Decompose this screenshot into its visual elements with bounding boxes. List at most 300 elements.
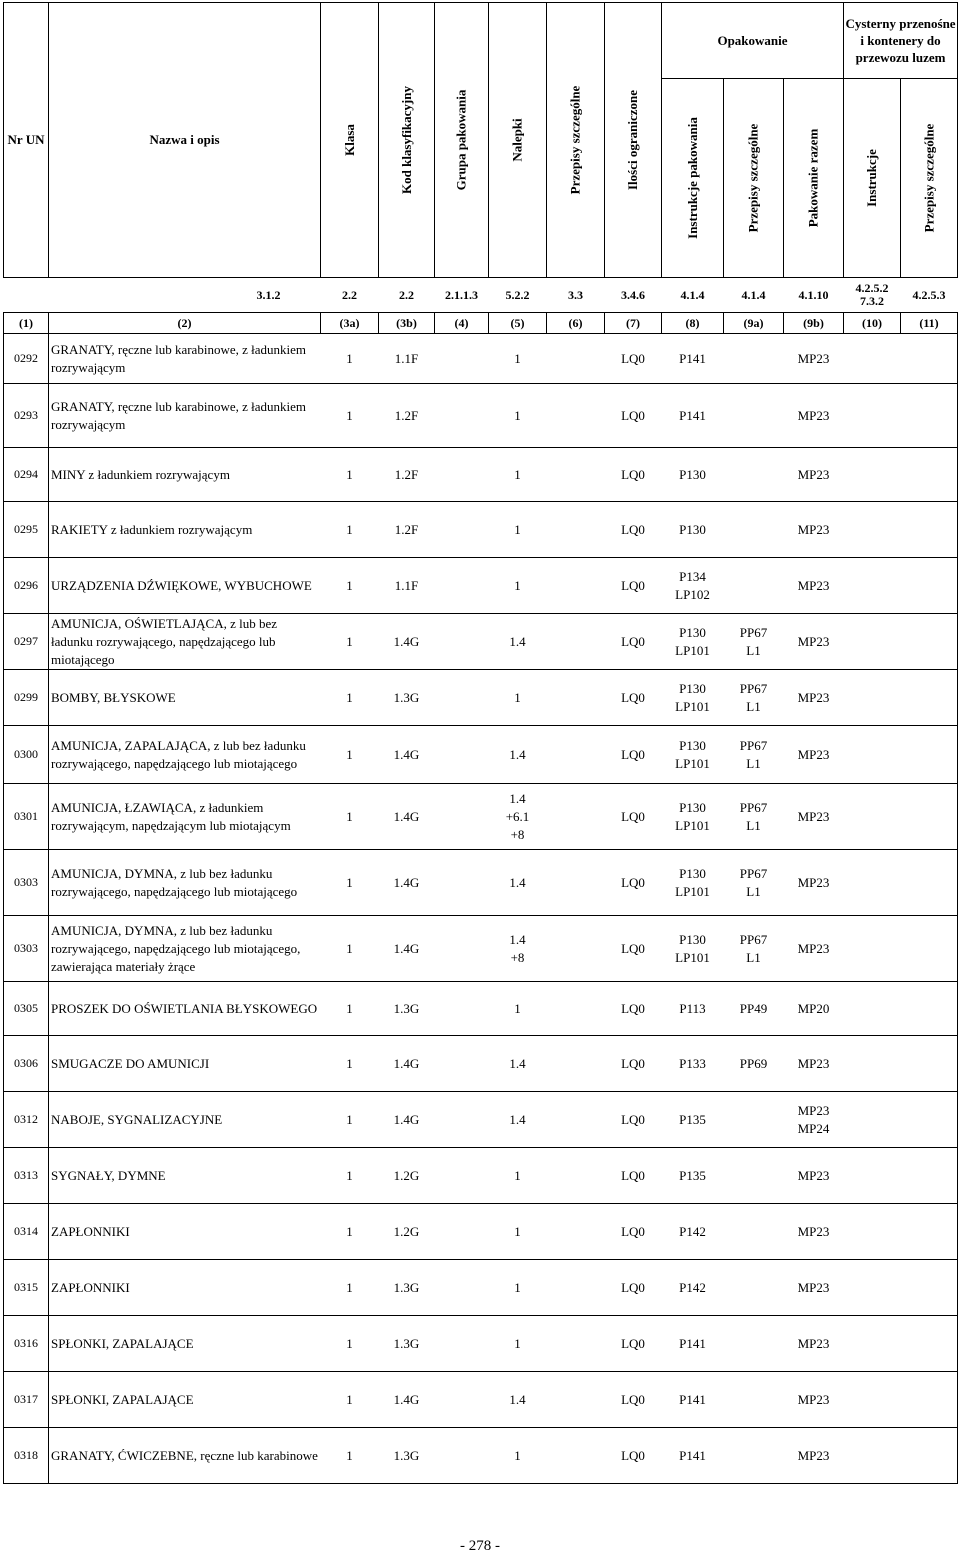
cell-nalepki <box>489 1036 547 1092</box>
cell-un-number: 0312 <box>4 1092 49 1148</box>
cell-klasa: 1 <box>346 808 353 824</box>
cell-ilosci: LQ0 <box>621 521 645 537</box>
cell-pakowanie-razem <box>784 916 844 982</box>
cell-instrukcje <box>844 916 901 982</box>
page-number: - 278 - <box>460 1538 500 1554</box>
cell-line: 1.4 <box>509 790 526 806</box>
cell-ilosci: LQ0 <box>621 1055 645 1071</box>
cell-line: MP23 <box>797 1055 830 1071</box>
cell-instrukcje <box>844 982 901 1036</box>
cell-line: P135 <box>679 1167 706 1183</box>
ref-grupa: 2.1.1.3 <box>445 287 478 302</box>
cell-grupa <box>435 384 489 448</box>
cell-nalepki <box>489 1092 547 1148</box>
cell-name: SPŁONKI, ZAPALAJĄCE <box>51 1335 194 1351</box>
cell-instrukcje-pakowania <box>662 1036 724 1092</box>
cell-przepisy <box>547 558 605 614</box>
cell-line: P113 <box>679 1000 706 1016</box>
column-number: (3a) <box>321 313 379 334</box>
cell-nalepki <box>489 558 547 614</box>
cell-przepisy <box>547 1036 605 1092</box>
cell-pakowanie-razem <box>784 1372 844 1428</box>
cell-line: P133 <box>679 1055 706 1071</box>
cell-przepisy <box>547 1204 605 1260</box>
cell-instrukcje <box>844 1148 901 1204</box>
cell-line: MP23 <box>797 874 830 890</box>
cell-instrukcje <box>844 384 901 448</box>
cell-instrukcje-pakowania <box>662 614 724 670</box>
ref-instrukcje-b: 7.3.2 <box>860 294 885 308</box>
cell-line: P130 <box>679 931 706 947</box>
cell-przepisy-pak <box>724 670 784 726</box>
cell-line: P130 <box>679 680 706 696</box>
cell-instrukcje-pakowania <box>662 1316 724 1372</box>
column-number-row <box>4 313 958 334</box>
reference-row <box>4 278 958 313</box>
cell-name: GRANATY, ĆWICZEBNE, ręczne lub karabinowe <box>51 1447 318 1463</box>
cell-pakowanie-razem <box>784 1092 844 1148</box>
cell-przepisy-pak <box>724 850 784 916</box>
cell-line: PP67 <box>739 865 768 881</box>
header-przepisy-pak <box>724 79 784 278</box>
cell-grupa <box>435 784 489 850</box>
cell-line: 1 <box>514 689 521 705</box>
cell-klasa: 1 <box>346 1167 353 1183</box>
cell-line: P141 <box>679 350 706 366</box>
cell-line: MP23 <box>797 407 830 423</box>
column-number: (3b) <box>379 313 435 334</box>
cell-line: PP67 <box>739 931 768 947</box>
cell-name: AMUNICJA, DYMNA, z lub bez ładunku rozrywającego, napędzającego lub miotającego, zawierająca materiały żrące <box>51 922 301 974</box>
cell-line: L1 <box>746 698 761 714</box>
cell-przepisy-pak <box>724 1260 784 1316</box>
cell-ilosci: LQ0 <box>621 350 645 366</box>
cell-przepisy-pak <box>724 784 784 850</box>
cell-instrukcje-pakowania <box>662 1092 724 1148</box>
cell-przepisy-cyst <box>901 1372 958 1428</box>
cell-kod: 1.3G <box>393 689 420 705</box>
cell-line: 1 <box>514 1223 521 1239</box>
cell-kod: 1.3G <box>393 1279 420 1295</box>
cell-un-number: 0294 <box>4 448 49 502</box>
table-row <box>4 1372 958 1428</box>
cell-instrukcje <box>844 1316 901 1372</box>
header-instrukcje-pakowania-label: Instrukcje pakowania <box>684 117 700 239</box>
cell-name: NABOJE, SYGNALIZACYJNE <box>51 1111 223 1127</box>
cell-line: MP23 <box>797 746 830 762</box>
cell-klasa: 1 <box>346 746 353 762</box>
header-nalepki-label: Nalepki <box>509 118 525 162</box>
cell-instrukcje-pakowania <box>662 784 724 850</box>
cell-pakowanie-razem <box>784 784 844 850</box>
cell-un-number: 0313 <box>4 1148 49 1204</box>
cell-instrukcje <box>844 1204 901 1260</box>
cell-przepisy <box>547 726 605 784</box>
cell-instrukcje <box>844 1260 901 1316</box>
cell-klasa: 1 <box>346 1447 353 1463</box>
cell-pakowanie-razem <box>784 502 844 558</box>
cell-przepisy-cyst <box>901 1260 958 1316</box>
cell-przepisy-cyst <box>901 784 958 850</box>
cell-line: P130 <box>679 521 706 537</box>
header-klasa-label: Klasa <box>341 124 357 156</box>
cell-klasa: 1 <box>346 466 353 482</box>
header-przepisy <box>547 3 605 278</box>
cell-przepisy <box>547 614 605 670</box>
cell-klasa: 1 <box>346 350 353 366</box>
cell-klasa: 1 <box>346 407 353 423</box>
cell-przepisy-pak <box>724 448 784 502</box>
ref-przepisy: 3.3 <box>568 287 583 302</box>
cell-przepisy-pak <box>724 916 784 982</box>
column-number: (11) <box>901 313 958 334</box>
cell-instrukcje-pakowania <box>662 916 724 982</box>
cell-instrukcje <box>844 670 901 726</box>
cell-instrukcje-pakowania <box>662 982 724 1036</box>
cell-przepisy <box>547 1092 605 1148</box>
cell-nalepki <box>489 916 547 982</box>
cell-line: MP23 <box>797 633 830 649</box>
cell-line: P141 <box>679 1335 706 1351</box>
cell-kod: 1.4G <box>393 1055 420 1071</box>
cell-ilosci: LQ0 <box>621 1447 645 1463</box>
cell-klasa: 1 <box>346 1391 353 1407</box>
cell-instrukcje <box>844 1372 901 1428</box>
cell-name: SMUGACZE DO AMUNICJI <box>51 1055 210 1071</box>
cell-przepisy-pak <box>724 1092 784 1148</box>
cell-przepisy <box>547 334 605 384</box>
ref-klasa: 2.2 <box>342 287 357 302</box>
cell-pakowanie-razem <box>784 1036 844 1092</box>
cell-przepisy-pak <box>724 502 784 558</box>
cell-un-number: 0303 <box>4 916 49 982</box>
cell-kod: 1.4G <box>393 1391 420 1407</box>
cell-instrukcje <box>844 1428 901 1484</box>
cell-line: 1 <box>514 350 521 366</box>
cell-line: 1 <box>514 1167 521 1183</box>
cell-nalepki <box>489 670 547 726</box>
cell-nalepki <box>489 1204 547 1260</box>
cell-grupa <box>435 558 489 614</box>
cell-klasa: 1 <box>346 1335 353 1351</box>
table-row <box>4 1260 958 1316</box>
cell-instrukcje <box>844 1036 901 1092</box>
cell-name: URZĄDZENIA DŹWIĘKOWE, WYBUCHOWE <box>51 577 312 593</box>
table-row <box>4 502 958 558</box>
cell-un-number: 0297 <box>4 614 49 670</box>
cell-line: LP101 <box>675 698 710 714</box>
cell-przepisy <box>547 448 605 502</box>
cell-przepisy-pak <box>724 1428 784 1484</box>
header-ilosci-label: Ilości ograniczone <box>625 89 641 191</box>
cell-line: 1 <box>514 1447 521 1463</box>
cell-grupa <box>435 448 489 502</box>
cell-przepisy <box>547 384 605 448</box>
cell-nalepki <box>489 850 547 916</box>
cell-un-number: 0314 <box>4 1204 49 1260</box>
cell-nalepki <box>489 1316 547 1372</box>
cell-line: LP102 <box>675 586 710 602</box>
column-number: (5) <box>489 313 547 334</box>
cell-name: AMUNICJA, OŚWIETLAJĄCA, z lub bez ładunku rozrywającego, napędzającego lub miotającego <box>51 615 278 667</box>
cell-un-number: 0303 <box>4 850 49 916</box>
cell-klasa: 1 <box>346 1223 353 1239</box>
cell-un-number: 0318 <box>4 1428 49 1484</box>
cell-pakowanie-razem <box>784 448 844 502</box>
table-row <box>4 384 958 448</box>
column-number: (10) <box>844 313 901 334</box>
cell-name: GRANATY, ręczne lub karabinowe, z ładunkiem rozrywającym <box>51 398 306 432</box>
cell-line: 1.4 <box>509 874 526 890</box>
cell-line: LP101 <box>675 949 710 965</box>
cell-line: MP23 <box>797 1167 830 1183</box>
cell-przepisy-pak <box>724 384 784 448</box>
header-grupa <box>435 3 489 278</box>
cell-line: L1 <box>746 642 761 658</box>
cell-line: P130 <box>679 624 706 640</box>
cell-name: AMUNICJA, DYMNA, z lub bez ładunku rozrywającego, napędzającego lub miotającego <box>51 865 298 899</box>
cell-un-number: 0301 <box>4 784 49 850</box>
cell-line: P141 <box>679 407 706 423</box>
cell-kod: 1.2G <box>393 1167 420 1183</box>
dangerous-goods-table-sheet <box>3 2 957 1484</box>
cell-line: 1 <box>514 577 521 593</box>
cell-przepisy-pak <box>724 334 784 384</box>
cell-un-number: 0299 <box>4 670 49 726</box>
cell-przepisy-cyst <box>901 1148 958 1204</box>
cell-line: 1.4 <box>509 1391 526 1407</box>
cell-przepisy-cyst <box>901 334 958 384</box>
cell-instrukcje-pakowania <box>662 448 724 502</box>
cell-instrukcje <box>844 502 901 558</box>
cell-klasa: 1 <box>346 633 353 649</box>
cell-grupa <box>435 982 489 1036</box>
cell-line: L1 <box>746 949 761 965</box>
cell-line: MP23 <box>797 577 830 593</box>
table-row <box>4 614 958 670</box>
cell-przepisy-pak <box>724 726 784 784</box>
cell-klasa: 1 <box>346 874 353 890</box>
cell-grupa <box>435 334 489 384</box>
cell-grupa <box>435 1428 489 1484</box>
header-klasa <box>321 3 379 278</box>
cell-nalepki <box>489 784 547 850</box>
cell-name: SYGNAŁY, DYMNE <box>51 1167 166 1183</box>
cell-ilosci: LQ0 <box>621 1000 645 1016</box>
header-przepisy-cyst-label: Przepisy szczególne <box>921 123 937 233</box>
cell-przepisy <box>547 670 605 726</box>
cell-ilosci: LQ0 <box>621 577 645 593</box>
cell-line: L1 <box>746 883 761 899</box>
table-row <box>4 1204 958 1260</box>
cell-grupa <box>435 502 489 558</box>
table-row <box>4 1428 958 1484</box>
cell-line: P130 <box>679 466 706 482</box>
cell-grupa <box>435 850 489 916</box>
cell-name: SPŁONKI, ZAPALAJĄCE <box>51 1391 194 1407</box>
cell-un-number: 0315 <box>4 1260 49 1316</box>
cell-grupa <box>435 614 489 670</box>
cell-nalepki <box>489 982 547 1036</box>
column-number: (6) <box>547 313 605 334</box>
cell-line: 1 <box>514 1000 521 1016</box>
cell-kod: 1.2F <box>394 407 419 423</box>
cell-przepisy-pak <box>724 1148 784 1204</box>
cell-instrukcje-pakowania <box>662 1372 724 1428</box>
cell-klasa: 1 <box>346 521 353 537</box>
cell-grupa <box>435 670 489 726</box>
cell-line: P134 <box>679 568 706 584</box>
cell-grupa <box>435 1316 489 1372</box>
header-nalepki <box>489 3 547 278</box>
cell-nalepki <box>489 448 547 502</box>
cell-pakowanie-razem <box>784 1204 844 1260</box>
ref-nalepki: 5.2.2 <box>505 287 530 302</box>
cell-line: 1.4 <box>509 633 526 649</box>
header-cysterny: Cysterny przenośne i kontenery do przewozu luzem <box>844 3 958 79</box>
column-number: (1) <box>4 313 49 334</box>
table-row <box>4 558 958 614</box>
cell-kod: 1.3G <box>393 1447 420 1463</box>
cell-instrukcje <box>844 614 901 670</box>
ref-przepisy-pak: 4.1.4 <box>741 287 766 302</box>
cell-instrukcje-pakowania <box>662 1428 724 1484</box>
cell-przepisy <box>547 850 605 916</box>
cell-line: +6.1 <box>505 808 530 824</box>
cell-grupa <box>435 1260 489 1316</box>
header-kod-label: Kod klasyfikacyjny <box>398 86 414 194</box>
cell-nalepki <box>489 1428 547 1484</box>
cell-kod: 1.4G <box>393 746 420 762</box>
cell-przepisy-cyst <box>901 726 958 784</box>
cell-przepisy-cyst <box>901 558 958 614</box>
cell-kod: 1.4G <box>393 633 420 649</box>
cell-instrukcje-pakowania <box>662 558 724 614</box>
cell-klasa: 1 <box>346 689 353 705</box>
cell-przepisy-pak <box>724 1036 784 1092</box>
cell-line: L1 <box>746 755 761 771</box>
cell-line: MP23 <box>797 940 830 956</box>
cell-pakowanie-razem <box>784 1148 844 1204</box>
cell-line: MP23 <box>797 1279 830 1295</box>
ref-pakowanie-razem: 4.1.10 <box>798 287 829 302</box>
cell-line: MP23 <box>797 1391 830 1407</box>
cell-pakowanie-razem <box>784 982 844 1036</box>
cell-przepisy-cyst <box>901 1316 958 1372</box>
column-number: (7) <box>605 313 662 334</box>
cell-line: 1 <box>514 521 521 537</box>
cell-grupa <box>435 1204 489 1260</box>
cell-un-number: 0316 <box>4 1316 49 1372</box>
cell-line: P141 <box>679 1447 706 1463</box>
cell-name: RAKIETY z ładunkiem rozrywającym <box>51 521 253 537</box>
cell-przepisy-cyst <box>901 1204 958 1260</box>
cell-instrukcje <box>844 448 901 502</box>
cell-ilosci: LQ0 <box>621 1223 645 1239</box>
column-number: (8) <box>662 313 724 334</box>
table-row <box>4 726 958 784</box>
cell-line: P141 <box>679 1391 706 1407</box>
cell-line: P130 <box>679 865 706 881</box>
cell-instrukcje-pakowania <box>662 670 724 726</box>
cell-pakowanie-razem <box>784 850 844 916</box>
cell-line: 1.4 <box>509 746 526 762</box>
cell-nalepki <box>489 1148 547 1204</box>
cell-line: +8 <box>510 826 525 842</box>
cell-instrukcje <box>844 334 901 384</box>
cell-line: P142 <box>679 1279 706 1295</box>
cell-ilosci: LQ0 <box>621 466 645 482</box>
cell-nalepki <box>489 384 547 448</box>
cell-kod: 1.3G <box>393 1000 420 1016</box>
cell-przepisy <box>547 916 605 982</box>
cell-un-number: 0292 <box>4 334 49 384</box>
cell-klasa: 1 <box>346 577 353 593</box>
cell-pakowanie-razem <box>784 614 844 670</box>
ref-instrukcje-pakowania: 4.1.4 <box>680 287 705 302</box>
cell-kod: 1.4G <box>393 874 420 890</box>
cell-pakowanie-razem <box>784 334 844 384</box>
cell-line: PP67 <box>739 680 768 696</box>
cell-line: 1.4 <box>509 1055 526 1071</box>
cell-przepisy-cyst <box>901 982 958 1036</box>
dangerous-goods-table <box>3 2 958 1484</box>
cell-przepisy-pak <box>724 1204 784 1260</box>
cell-klasa: 1 <box>346 1279 353 1295</box>
column-number: (9a) <box>724 313 784 334</box>
cell-instrukcje <box>844 558 901 614</box>
cell-line: LP101 <box>675 755 710 771</box>
cell-name: AMUNICJA, ZAPALAJĄCA, z lub bez ładunku rozrywającego, napędzającego lub miotającego <box>51 737 306 771</box>
cell-line: 1 <box>514 466 521 482</box>
cell-line: P142 <box>679 1223 706 1239</box>
column-number: (4) <box>435 313 489 334</box>
cell-line: 1.4 <box>509 931 526 947</box>
cell-klasa: 1 <box>346 940 353 956</box>
cell-un-number: 0317 <box>4 1372 49 1428</box>
column-number: (2) <box>49 313 321 334</box>
cell-instrukcje-pakowania <box>662 502 724 558</box>
cell-line: LP101 <box>675 642 710 658</box>
cell-line: +8 <box>510 949 525 965</box>
cell-line: PP69 <box>739 1055 768 1071</box>
cell-ilosci: LQ0 <box>621 746 645 762</box>
cell-przepisy-cyst <box>901 1036 958 1092</box>
cell-un-number: 0300 <box>4 726 49 784</box>
table-row <box>4 1148 958 1204</box>
cell-ilosci: LQ0 <box>621 874 645 890</box>
cell-przepisy-pak <box>724 1316 784 1372</box>
cell-line: P135 <box>679 1111 706 1127</box>
table-row <box>4 334 958 384</box>
header-opakowanie: Opakowanie <box>662 3 844 79</box>
cell-instrukcje <box>844 784 901 850</box>
cell-nalepki <box>489 334 547 384</box>
cell-line: LP101 <box>675 883 710 899</box>
cell-name: GRANATY, ręczne lub karabinowe, z ładunkiem rozrywającym <box>51 341 306 375</box>
cell-line: MP23 <box>797 466 830 482</box>
cell-line: 1.4 <box>509 1111 526 1127</box>
cell-nalepki <box>489 614 547 670</box>
header-grupa-label: Grupa pakowania <box>453 89 469 191</box>
ref-ilosci: 3.4.6 <box>621 287 645 302</box>
cell-nalepki <box>489 1260 547 1316</box>
cell-klasa: 1 <box>346 1055 353 1071</box>
cell-line: MP23 <box>797 1447 830 1463</box>
header-instrukcje <box>844 79 901 278</box>
cell-kod: 1.4G <box>393 808 420 824</box>
cell-klasa: 1 <box>346 1000 353 1016</box>
